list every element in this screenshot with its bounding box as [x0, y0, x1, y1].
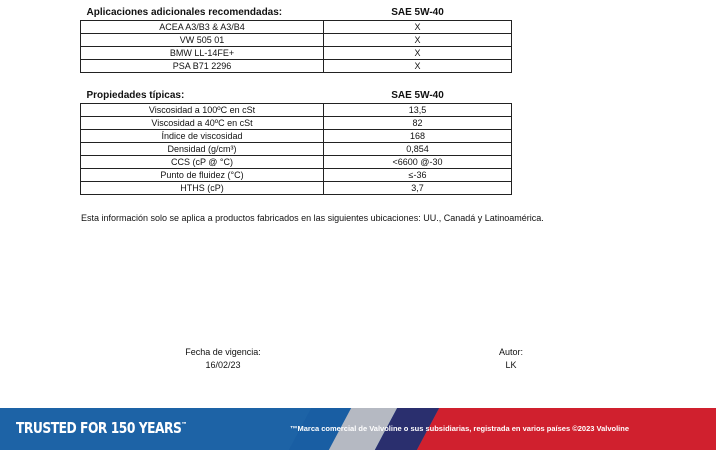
- property-value: 168: [324, 130, 512, 143]
- property-name: Viscosidad a 100ºC en cSt: [81, 104, 324, 117]
- table-row: [81, 21, 512, 34]
- properties-header-row: [81, 88, 512, 104]
- application-mark: X: [324, 21, 512, 34]
- property-name: Punto de fluidez (°C): [81, 169, 324, 182]
- applications-table: [80, 5, 512, 73]
- application-mark: X: [324, 47, 512, 60]
- properties-table: [80, 88, 512, 195]
- applications-title: Aplicaciones adicionales recomendadas:: [86, 6, 283, 18]
- table-row: [81, 60, 512, 73]
- applications-header-row: [81, 5, 512, 21]
- author-value: LK: [505, 360, 517, 370]
- author-label: Autor:: [498, 347, 523, 357]
- brand-slogan: [16, 419, 187, 437]
- property-name: CCS (cP @ °C): [81, 156, 324, 169]
- property-value: 82: [324, 117, 512, 130]
- trademark-symbol: ™: [181, 421, 187, 429]
- application-mark: X: [324, 34, 512, 47]
- application-name: VW 505 01: [81, 34, 324, 47]
- table-row: [81, 130, 512, 143]
- brand-slogan-text: TRUSTED FOR 150 YEARS: [16, 419, 182, 437]
- property-name: Índice de viscosidad: [81, 130, 324, 143]
- table-row: [81, 104, 512, 117]
- property-name: Viscosidad a 40ºC en cSt: [81, 117, 324, 130]
- application-name: PSA B71 2296: [81, 60, 324, 73]
- table-row: [81, 169, 512, 182]
- effective-date-block: [163, 346, 283, 372]
- property-value: <6600 @-30: [324, 156, 512, 169]
- application-name: BMW LL-14FE+: [81, 47, 324, 60]
- property-name: Densidad (g/cm³): [81, 143, 324, 156]
- properties-title: Propiedades típicas:: [86, 89, 185, 101]
- application-mark: X: [324, 60, 512, 73]
- table-row: [81, 156, 512, 169]
- legal-notice: ™Marca comercial de Valvoline o sus subsidiarias, registrada en varios países ©2023 Valvoline: [290, 424, 630, 433]
- effective-date-label: Fecha de vigencia:: [185, 347, 261, 357]
- applications-grade: SAE 5W-40: [391, 6, 444, 18]
- property-name: HTHS (cP): [81, 182, 324, 195]
- property-value: 3,7: [324, 182, 512, 195]
- author-block: [471, 346, 551, 372]
- properties-grade: SAE 5W-40: [391, 89, 444, 101]
- property-value: ≤-36: [324, 169, 512, 182]
- application-name: ACEA A3/B3 & A3/B4: [81, 21, 324, 34]
- effective-date-value: 16/02/23: [205, 360, 241, 370]
- table-row: [81, 182, 512, 195]
- table-row: [81, 117, 512, 130]
- location-note: Esta información solo se aplica a productos fabricados en las siguientes ubicaciones: UU., Canadá y Latinoamérica.: [81, 213, 544, 223]
- table-row: [81, 34, 512, 47]
- footer-banner: [0, 408, 716, 450]
- property-value: 13,5: [324, 104, 512, 117]
- property-value: 0,854: [324, 143, 512, 156]
- table-row: [81, 143, 512, 156]
- table-row: [81, 47, 512, 60]
